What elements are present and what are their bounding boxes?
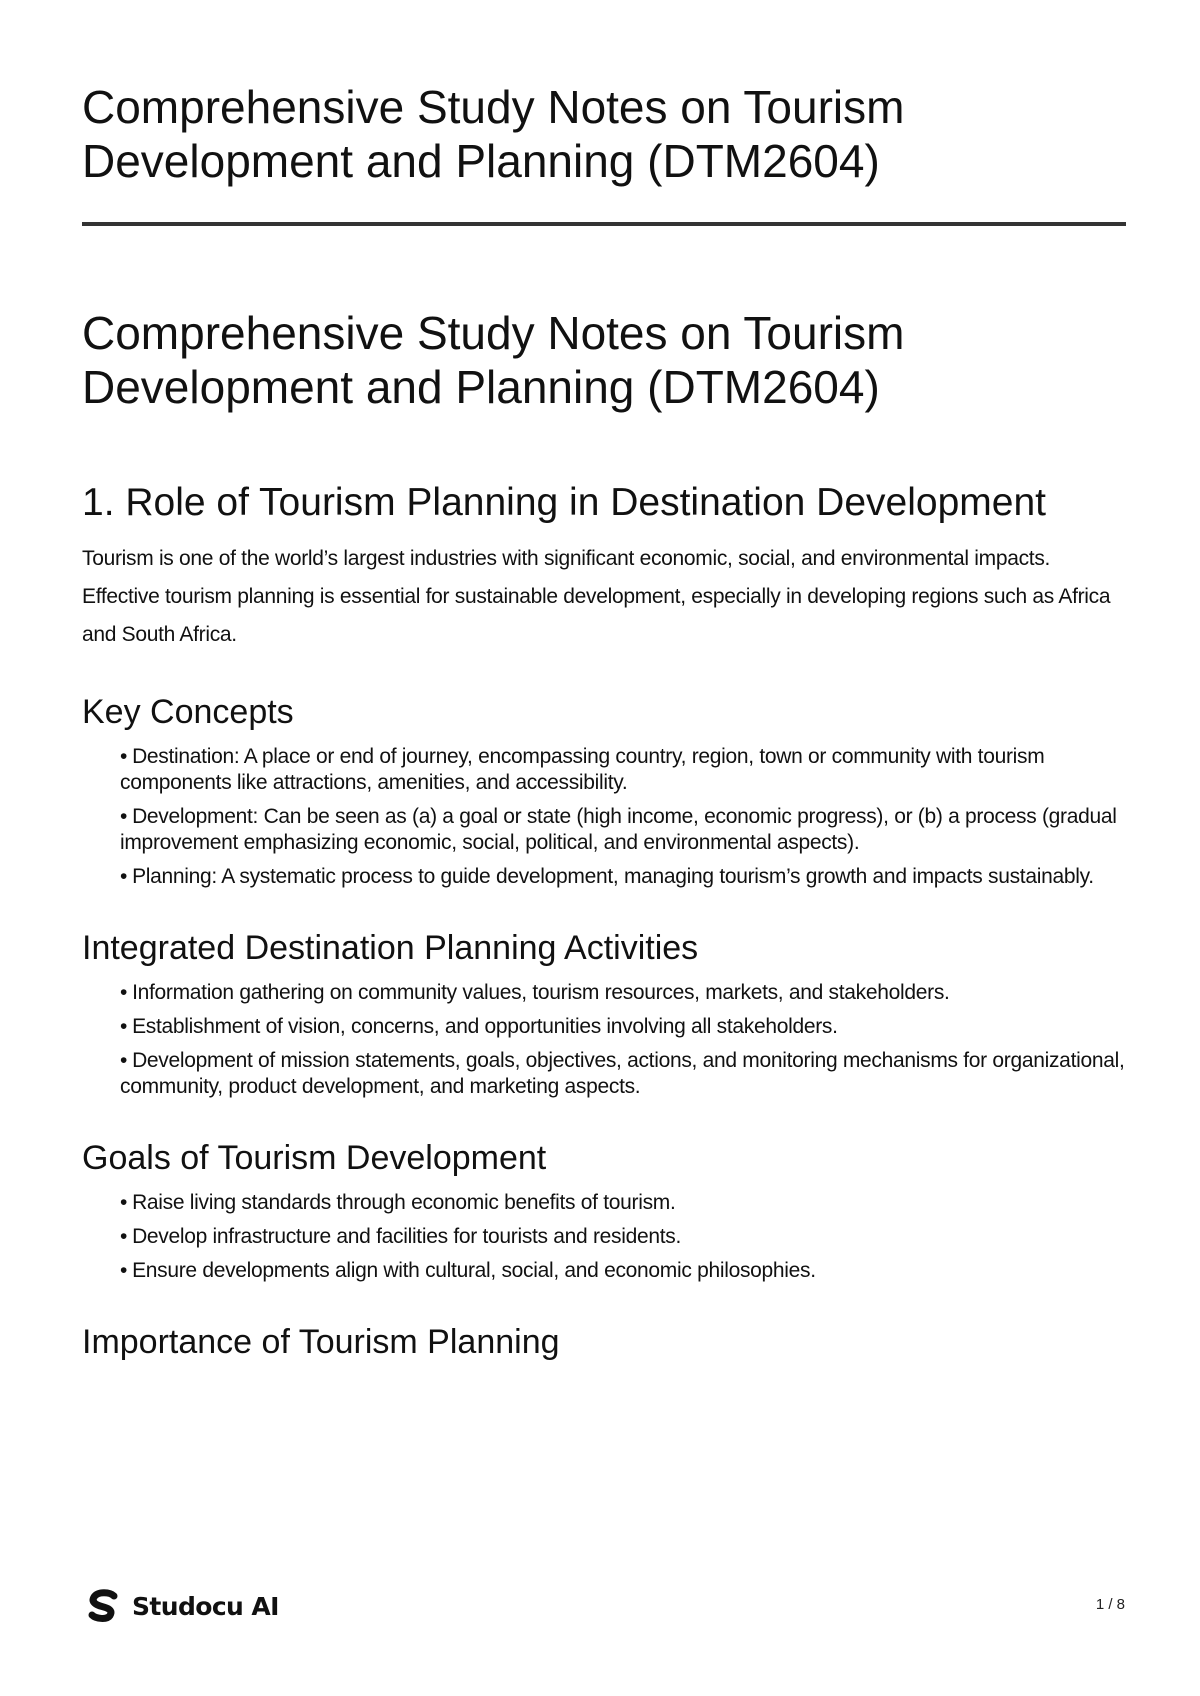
list-item: • Information gathering on community values, tourism resources, markets, and stakeholders. [120,981,950,1004]
list-item: • Planning: A systematic process to guide development, managing tourism’s growth and impacts sustainably. [120,865,1094,888]
list-item: • Ensure developments align with cultural, social, and economic philosophies. [120,1259,816,1282]
list-item: • Development of mission statements, goals, objectives, actions, and monitoring mechanisms for organizational, community, product development, and marketing aspects. [120,1049,1125,1098]
integrated-planning-list [82,980,1132,1100]
logo-text: Studocu AI [132,1591,279,1621]
heading-integrated-planning: Integrated Destination Planning Activities [82,929,699,967]
studocu-logo-icon [86,1588,122,1624]
heading-key-concepts: Key Concepts [82,693,294,731]
key-concepts-list [82,744,1132,890]
heading-goals: Goals of Tourism Development [82,1139,547,1177]
list-item: • Destination: A place or end of journey, encompassing country, region, town or community with tourism components like attractions, amenities, and accessibility. [120,745,1045,794]
list-item: • Establishment of vision, concerns, and opportunities involving all stakeholders. [120,1015,838,1038]
heading-importance: Importance of Tourism Planning [82,1323,560,1361]
content-title: Comprehensive Study Notes on Tourism Development and Planning (DTM2604) [82,307,905,413]
document-content [82,306,1132,1362]
section-heading-role-of-planning: 1. Role of Tourism Planning in Destination Development [82,481,1046,524]
list-item: • Develop infrastructure and facilities for tourists and residents. [120,1225,681,1248]
list-item: • Development: Can be seen as (a) a goal or state (high income, economic progress), or (b) a process (gradual improvement emphasizing economic, social, political, and environmental aspects). [120,805,1117,854]
page-number: 1 / 8 [1095,1596,1125,1613]
list-item: • Raise living standards through economic benefits of tourism. [120,1191,676,1214]
document-title: Comprehensive Study Notes on Tourism Development and Planning (DTM2604) [82,81,905,187]
intro-paragraph: Tourism is one of the world’s largest industries with significant economic, social, and environmental impacts. Effective tourism planning is essential for sustainable development, especially in developing regions such as Africa and South Africa. [82,547,1111,646]
goals-list [82,1190,1132,1284]
studocu-logo[interactable] [86,1586,279,1626]
title-divider [82,222,1126,226]
